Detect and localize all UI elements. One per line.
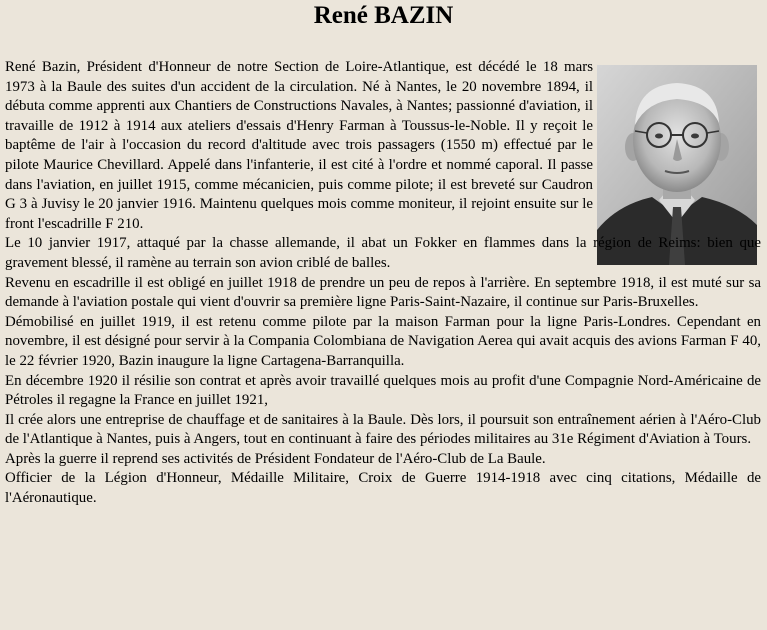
paragraph-aero-club: Après la guerre il reprend ses activités de Président Fondateur de l'Aéro-Club de La Baule.	[5, 450, 546, 467]
paragraph-petroleum: En décembre 1920 il résilie son contrat et après avoir travaillé quelques mois au profit d'une Compagnie Nord-Américaine de Pétroles il regagne la France en juillet 1921,	[5, 372, 761, 409]
paragraph-postal-aviation: Revenu en escadrille il est obligé en juillet 1918 de prendre un peu de repos à l'arrière. En septembre 1918, il est muté sur sa demande à l'aviation postale qui vient d'ouvrir sa première ligne Paris-Saint-Nazaire, il continue sur Paris-Bruxelles.	[5, 274, 761, 311]
article-body	[5, 58, 761, 509]
paragraph-biography-intro: René Bazin, Président d'Honneur de notre Section de Loire-Atlantique, est décédé le 18 mars 1973 à la Baule des suites d'un accident de la circulation. Né à Nantes, le 20 novembre 1894, il débuta comme apprenti aux Chantiers de Constructions Navales, à Nantes; passionné d'aviation, il travaille de 1912 à 1914 aux ateliers d'essais d'Henry Farman à Toussus-le-Noble. Il y reçoit le baptême de l'air à l'occasion du record d'altitude avec trois passagers (1550 m) effectué par le pilote Maurice Chevillard. Appelé dans l'infanterie, il est cité à l'ordre et nommé caporal. Il passe dans l'aviation, en juillet 1915, comme mécanicien, puis comme pilote; il est breveté sur Caudron G 3 à Juvisy le 20 janvier 1916. Maintenu quelques mois comme moniteur, il rejoint ensuite sur le front l'escadrille F 210.	[5, 59, 593, 232]
paragraph-fokker: Le 10 janvier 1917, attaqué par la chasse allemande, il abat un Fokker en flammes dans la région de Reims: bien que gravement blessé, il ramène au terrain son avion criblé de balles.	[5, 235, 761, 271]
page-title: René BAZIN	[313, 2, 454, 29]
paragraph-honours: Officier de la Légion d'Honneur, Médaille Militaire, Croix de Guerre 1914-1918 avec cinq citations, Médaille de l'Aéronautique.	[5, 470, 761, 507]
paragraph-farman-colombia: Démobilisé en juillet 1919, il est retenu comme pilote par la maison Farman pour la ligne Paris-Londres. Cependant en novembre, il est désigné pour servir à la Compania Colombiana de Navigation Aerea qui avait acquis des avions Farman F 40, le 22 février 1920, Bazin inaugure la ligne Cartagena-Barranquilla.	[5, 313, 761, 369]
paragraph-baule-business: Il crée alors une entreprise de chauffage et de sanitaires à la Baule. Dès lors, il poursuit son entraînement aérien à l'Aéro-Club de l'Atlantique à Nantes, puis à Angers, tout en continuant à faire des périodes militaires au 31e Régiment d'Aviation à Tours.	[5, 411, 761, 448]
